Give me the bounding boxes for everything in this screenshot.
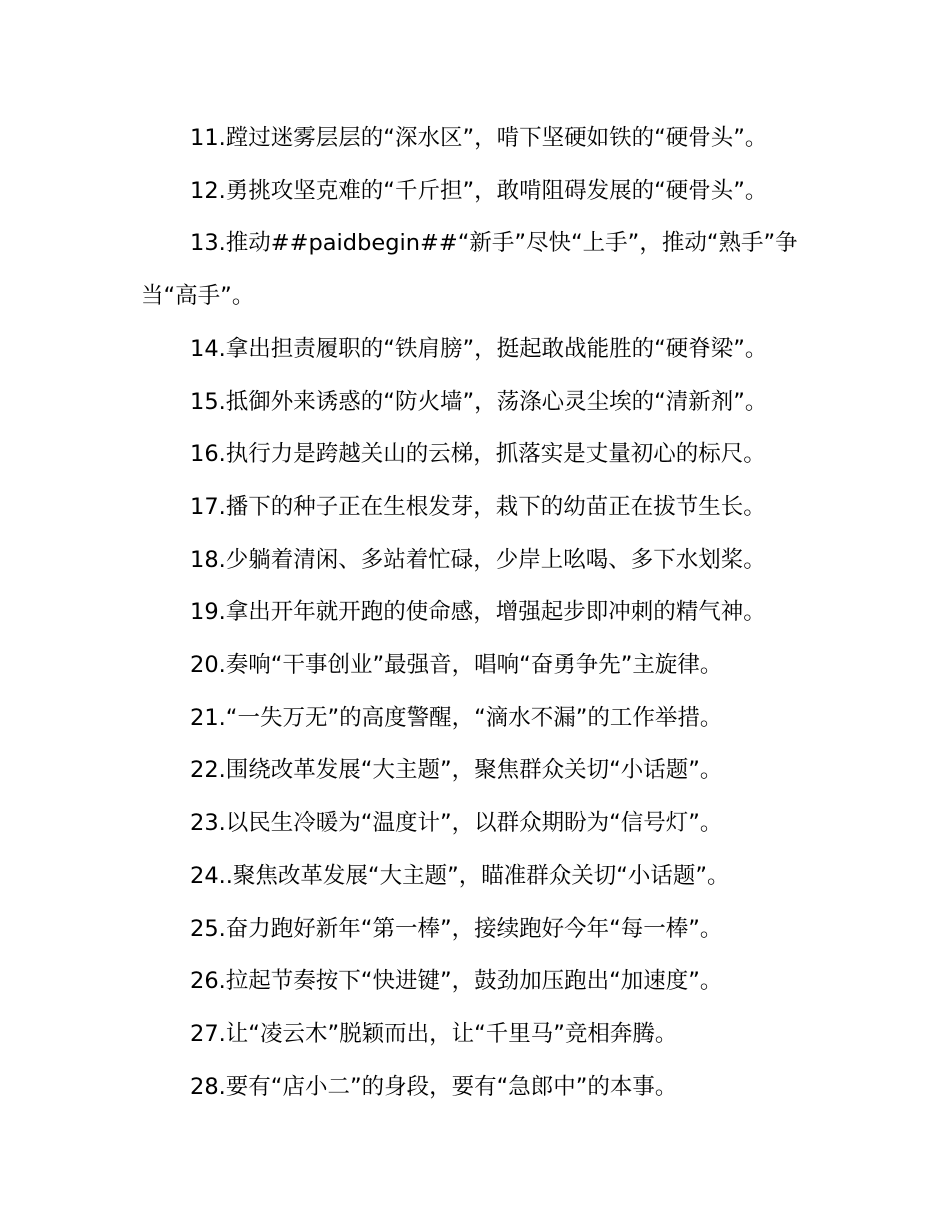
paragraph-20: 20.奏响“干事创业”最强音，唱响“奋勇争先”主旋律。 <box>190 652 723 679</box>
paragraph-27: 27.让“凌云木”脱颖而出，让“千里马”竞相奔腾。 <box>190 1020 678 1047</box>
paragraph-24: 24..聚焦改革发展“大主题”，瞄准群众关切“小话题”。 <box>190 862 730 889</box>
paragraph-23: 23.以民生冷暖为“温度计”，以群众期盼为“信号灯”。 <box>190 810 723 837</box>
paragraph-13: 13.推动##paidbegin##“新手”尽快“上手”，推动“熟手”争当“高手”。 <box>141 230 798 310</box>
document-body <box>141 112 821 1113</box>
paragraph-25: 25.奋力跑好新年“第一棒”，接续跑好今年“每一棒”。 <box>190 915 723 942</box>
paragraph-19: 19.拿出开年就开跑的使命感，增强起步即冲刺的精气神。 <box>190 599 766 626</box>
paragraph-16: 16.执行力是跨越关山的云梯，抓落实是丈量初心的标尺。 <box>190 441 766 468</box>
paragraph-14: 14.拿出担责履职的“铁肩膀”，挺起敢战能胜的“硬脊梁”。 <box>190 335 768 362</box>
paragraph-15: 15.抵御外来诱惑的“防火墙”，荡涤心灵尘埃的“清新剂”。 <box>190 388 768 415</box>
paragraph-22: 22.围绕改革发展“大主题”，聚焦群众关切“小话题”。 <box>190 757 723 784</box>
paragraph-17: 17.播下的种子正在生根发芽，栽下的幼苗正在拔节生长。 <box>190 493 766 520</box>
paragraph-18: 18.少躺着清闲、多站着忙碌，少岸上吆喝、多下水划桨。 <box>190 546 766 573</box>
paragraph-26: 26.拉起节奏按下“快进键”，鼓劲加压跑出“加速度”。 <box>190 968 723 995</box>
paragraph-28: 28.要有“店小二”的身段，要有“急郎中”的本事。 <box>190 1073 678 1100</box>
paragraph-21: 21.“一失万无”的高度警醒，“滴水不漏”的工作举措。 <box>190 704 723 731</box>
paragraph-11: 11.蹚过迷雾层层的“深水区”，啃下坚硬如铁的“硬骨头”。 <box>190 125 768 151</box>
paragraph-12: 12.勇挑攻坚克难的“千斤担”，敢啃阻碍发展的“硬骨头”。 <box>190 177 768 204</box>
